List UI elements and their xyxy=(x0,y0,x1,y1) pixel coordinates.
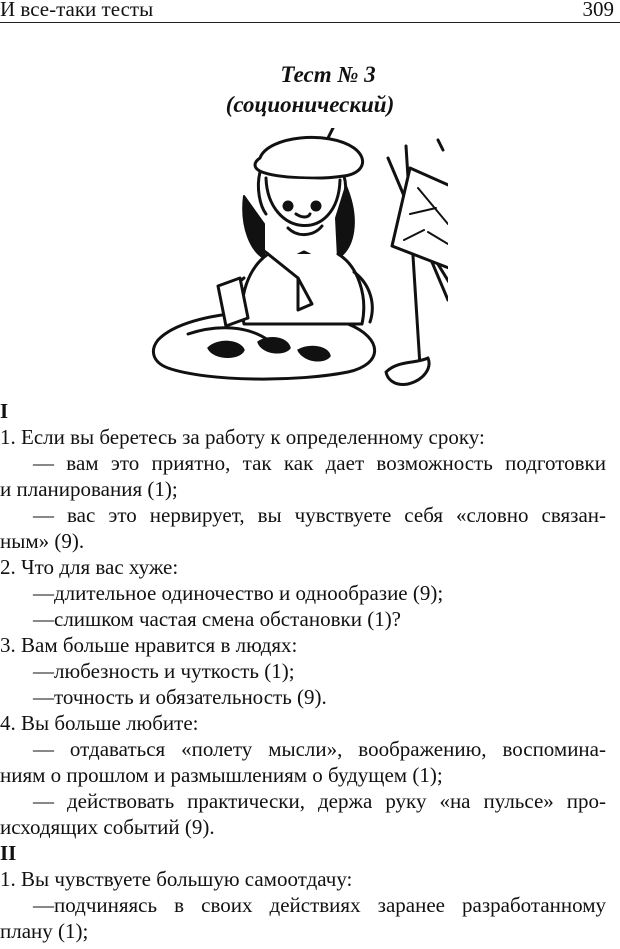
page-number: 309 xyxy=(582,0,614,21)
test-subtitle: (соционический) xyxy=(225,92,395,117)
answer-1b-line2: ным» (9). xyxy=(0,529,85,553)
question-1: 1. Если вы беретесь за работу к определенному сроку: xyxy=(0,425,485,449)
answer-1a-line2: и планирования (1); xyxy=(0,477,178,501)
running-header xyxy=(0,0,620,23)
question-2: 2. Что для вас хуже: xyxy=(0,555,179,579)
answer-2a: —длительное одиночество и однообразие (9); xyxy=(33,581,444,605)
answer-1b-line1: — вас это нервирует, вы чувствуете себя «словно связан- xyxy=(33,503,606,527)
section-roman-I: I xyxy=(0,399,9,423)
answer-3a: —любезность и чуткость (1); xyxy=(33,659,295,683)
answer-3b: —точность и обязательность (9). xyxy=(33,685,327,709)
question-4: 4. Вы больше любите: xyxy=(0,711,199,735)
answer-2b: —слишком частая смена обстановки (1)? xyxy=(33,607,402,631)
answer-4b-line2: исходящих событий (9). xyxy=(0,815,215,839)
answer-ii-1a-line1: —подчиняясь в своих действиях заранее разработанному xyxy=(33,893,606,917)
answer-4b-line1: — действовать практически, держа руку «на пульсе» про- xyxy=(33,789,606,813)
answer-4a-line1: — отдаваться «полету мысли», воображению, воспомина- xyxy=(33,737,606,761)
question-ii-1: 1. Вы чувствуете большую самоотдачу: xyxy=(0,867,353,891)
question-3: 3. Вам больше нравится в людях: xyxy=(0,633,298,657)
answer-ii-1a-line2: плану (1); xyxy=(0,919,89,943)
answer-1a-line1: — вам это приятно, так как дает возможность подготовки xyxy=(33,451,606,475)
section-roman-II: II xyxy=(0,841,17,865)
girl-painter-illustration xyxy=(148,128,448,396)
test-title: Тест № 3 xyxy=(280,62,376,87)
running-title: И все-таки тесты xyxy=(0,0,154,21)
answer-4a-line2: ниям о прошлом и размышлениям о будущем (1); xyxy=(0,763,443,787)
